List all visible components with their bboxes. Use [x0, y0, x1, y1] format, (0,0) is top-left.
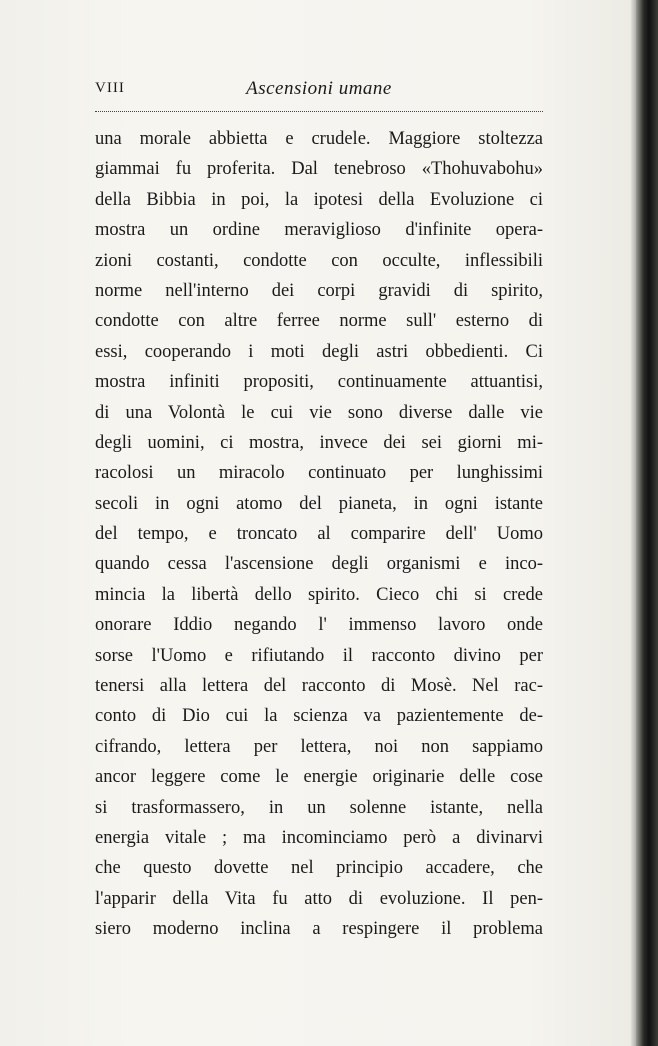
running-title: Ascensioni umane — [246, 78, 392, 99]
text-line: secoli in ogni atomo del pianeta, in ogni istante — [95, 493, 543, 514]
body-text — [95, 124, 543, 945]
text-line: di una Volontà le cui vie sono diverse dalle vie — [95, 402, 543, 423]
text-line: quando cessa l'ascensione degli organismi e inco- — [95, 554, 543, 575]
text-line: degli uomini, ci mostra, invece dei sei giorni mi- — [95, 432, 543, 453]
text-line: mostra un ordine meraviglioso d'infinite opera- — [95, 220, 543, 241]
text-line: energia vitale ; ma incominciamo però a divinarvi — [95, 827, 543, 848]
text-line: mostra infiniti propositi, continuamente attuantisi, — [95, 372, 543, 393]
text-line: racolosi un miracolo continuato per lunghissimi — [95, 463, 543, 484]
text-line: l'apparir della Vita fu atto di evoluzione. Il pen- — [95, 888, 543, 909]
text-line: conto di Dio cui la scienza va pazientemente de- — [95, 706, 543, 727]
text-line: norme nell'interno dei corpi gravidi di spirito, — [95, 280, 543, 301]
text-line: tenersi alla lettera del racconto di Mosè. Nel rac- — [95, 676, 543, 697]
text-line: che questo dovette nel principio accadere, che — [95, 858, 543, 879]
text-line: ancor leggere come le energie originarie delle cose — [95, 767, 543, 788]
text-line: mincia la libertà dello spirito. Cieco chi si crede — [95, 584, 543, 605]
text-line: zioni costanti, condotte con occulte, inflessibili — [95, 250, 543, 271]
text-line: cifrando, lettera per lettera, noi non sappiamo — [95, 736, 543, 757]
text-line: del tempo, e troncato al comparire dell' Uomo — [95, 524, 543, 545]
text-line: giammai fu proferita. Dal tenebroso «Thohuvabohu» — [95, 159, 543, 180]
header-rule — [95, 111, 543, 112]
page-number: VIII — [95, 80, 125, 96]
text-line: onorare Iddio negando l' immenso lavoro onde — [95, 615, 543, 636]
text-line: una morale abbietta e crudele. Maggiore stoltezza — [95, 129, 543, 149]
book-spine-edge — [636, 0, 658, 1046]
page-header — [95, 78, 543, 106]
text-line: si trasformassero, in un solenne istante, nella — [95, 797, 543, 818]
text-line: siero moderno inclina a respingere il problema — [95, 919, 543, 940]
text-line: sorse l'Uomo e rifiutando il racconto divino per — [95, 645, 543, 666]
text-line: della Bibbia in poi, la ipotesi della Evoluzione ci — [95, 189, 543, 210]
text-line: essi, cooperando i moti degli astri obbedienti. Ci — [95, 341, 543, 362]
text-line: condotte con altre ferree norme sull' esterno di — [95, 311, 543, 332]
